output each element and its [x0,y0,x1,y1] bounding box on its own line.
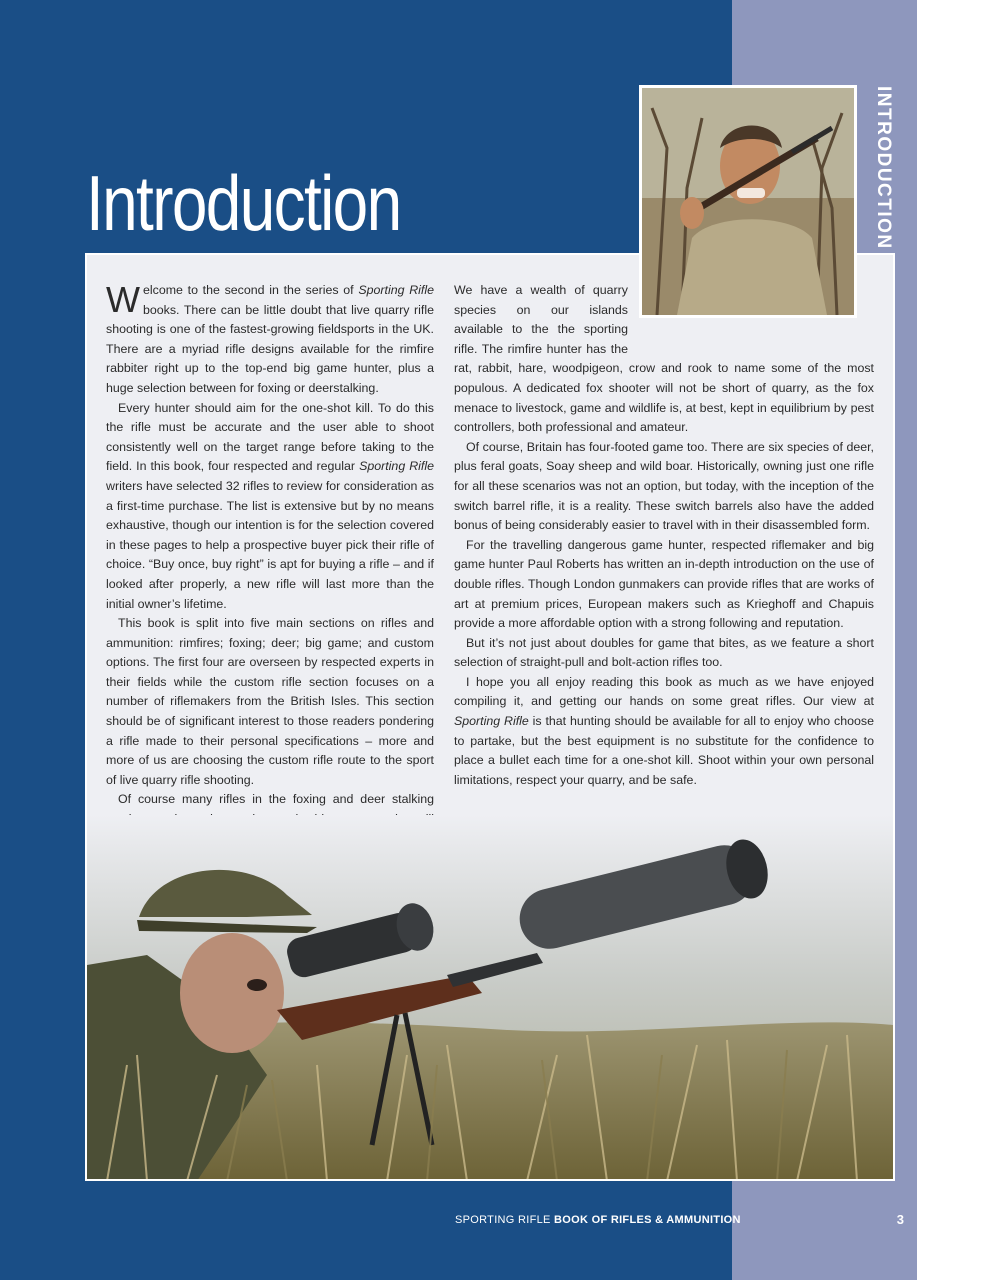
paragraph: For the travelling dangerous game hunter, respected riflemaker and big game hunter Paul Roberts has written an in-depth introduction on the use of double rifles. Though London gunmakers can provide rifles that are works of art at premium prices, European makers such as Krieghoff and Chapuis provide a more affordable option with a strong following and reputation. [454,537,874,631]
text: I hope you all enjoy reading this book as much as we have enjoyed compiling it, and getting our hands on some great rifles. Our view at [454,674,874,709]
hunter-portrait-image [642,88,854,315]
paragraph [454,673,874,791]
footer-series: SPORTING RIFLE [455,1214,555,1226]
page-margin-right [917,0,981,1280]
text: is that hunting should be available for all to enjoy who choose to partake, but the best equipment is no substitute for the confidence to place a bullet each time for a one-shot kill. Shoot within your own personal limitations, respect your quarry, and be safe. [454,714,874,787]
article-panel [85,253,895,1181]
magazine-name: Sporting Rifle [359,459,434,474]
text: Every hunter should aim for the one-shot kill. To do this the rifle must be accurate and the user able to shoot consistently well on the target range before taking to the field. In this book, four respected and regular [106,400,434,474]
article-column-left [106,281,434,908]
paragraph [106,399,434,615]
magazine-name: Sporting Rifle [358,283,434,297]
footer-book-title [455,1214,741,1226]
paragraph: We have a wealth of quarry species on our islands available to the the sporting rifle. The rimfire hunter has the rat, rabbit, hare, woodpigeon, crow and rook to name some of the most populous. A dedicated fox shooter will not be short of quarry, as the fox menace to livestock, game and wildlife is, at best, kept in equilibrium by pest controllers, both professional and amateur. [454,283,874,435]
page-number: 3 [896,1212,904,1227]
text: books. There can be little doubt that live quarry rifle shooting is one of the fastest-growing fieldsports in the UK. There are a myriad rifle designs available for the rimfire rabbiter right up to the top-end big game hunter, plus a huge selection between for foxing or deerstalking. [106,302,434,395]
paragraph: But it’s not just about doubles for game that bites, as we feature a short selection of straight-pull and bolt-action rifles too. [454,635,874,670]
page-title: Introduction [86,159,401,247]
portrait-photo [639,85,857,318]
drop-cap: W [106,279,140,320]
section-tab-label: INTRODUCTION [873,86,894,250]
text: elcome to the second in the series of [142,283,359,297]
text: writers have selected 32 rifles to review for consideration as a first-time purchase. The list is extensive but by no means exhaustive, though our intention is for the selection covered in these pages to help a prospective buyer pick their rifle of choice. “Buy once, buy right” is apt for buying a rifle – and if looked after properly, a new rifle will last more than the initial owner’s lifetime. [106,478,434,611]
prone-shooter-photo [87,815,893,1181]
article-column-right [454,281,874,868]
paragraph: Of course many rifles in the foxing and deer stalking [118,792,434,807]
footer-book: BOOK OF RIFLES & AMMUNITION [554,1214,741,1226]
paragraph: Of course, Britain has four-footed game too. There are six species of deer, plus feral goats, Soay sheep and wild boar. Historically, owning just one rifle for all these scenarios was not an option, but today, with the inception of the switch barrel rifle, it is a reality. These switch barrels also have the added bonus of being considerably easier to travel with in their disassembled form. [454,439,874,533]
paragraph: This book is split into five main sections on rifles and ammunition: rimfires; foxing; deer; big game; and custom options. The first four are overseen by respected experts in their fields while the custom rifle section focuses on a number of riflemakers from the British Isles. This section should be of significant interest to those readers pondering a rifle made to their personal specifications – more and more of us are choosing the custom rifle route to the sport of live quarry rifle shooting. [106,616,434,787]
magazine-name: Sporting Rifle [454,714,529,729]
scene-photo [87,815,893,1181]
paragraph [106,281,434,399]
section-tab [866,86,898,250]
